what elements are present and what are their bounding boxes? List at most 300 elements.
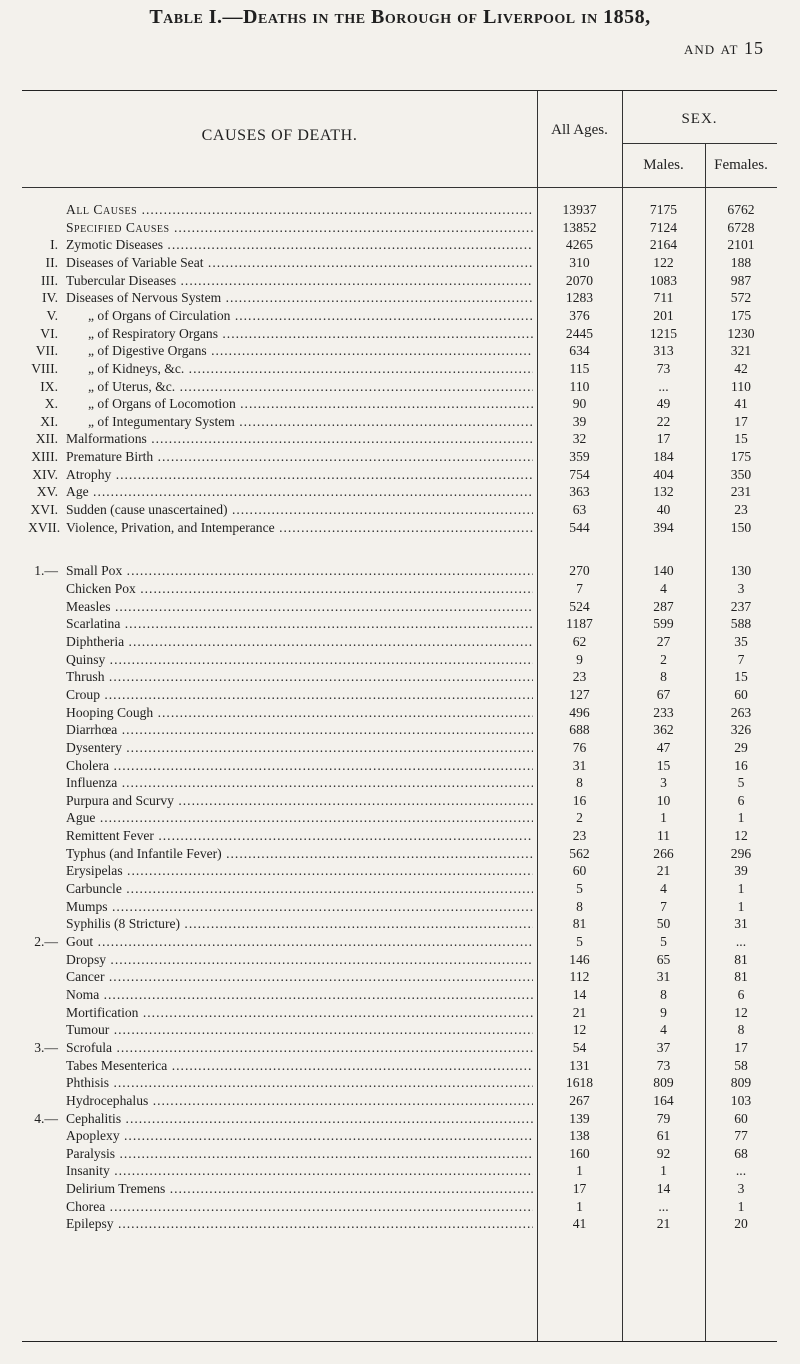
males-value: 287 xyxy=(653,598,674,614)
all-ages-value: 39 xyxy=(572,413,587,429)
females-value: 81 xyxy=(734,969,748,985)
all-ages-value: 146 xyxy=(569,951,590,967)
table-row xyxy=(22,1180,777,1197)
males-value: 599 xyxy=(653,616,674,632)
all-ages-value: 138 xyxy=(569,1128,590,1144)
cause-label: All Causes xyxy=(66,202,138,217)
all-ages-value: 81 xyxy=(572,916,587,932)
row-number: V. xyxy=(46,307,58,323)
table-row xyxy=(22,898,777,915)
table-row xyxy=(22,862,777,879)
row-number: 4.— xyxy=(34,1110,58,1126)
cause-cell xyxy=(28,774,533,791)
table-row xyxy=(22,1162,777,1179)
males-value: 14 xyxy=(656,1181,671,1197)
cause-cell xyxy=(28,933,533,950)
row-number: 3.— xyxy=(34,1039,58,1055)
all-ages-value: 1283 xyxy=(565,290,594,306)
all-ages-value: 112 xyxy=(569,969,590,985)
females-value: 6728 xyxy=(727,219,755,235)
row-number: VI. xyxy=(40,325,58,341)
table-row xyxy=(22,1092,777,1109)
males-value: 79 xyxy=(656,1110,671,1126)
males-value: 7 xyxy=(660,898,667,914)
table-row xyxy=(22,1110,777,1127)
all-ages-value: 127 xyxy=(569,686,590,702)
table-row xyxy=(22,1039,777,1056)
males-value: 49 xyxy=(656,396,671,412)
females-value: 60 xyxy=(734,1110,748,1126)
males-value: 164 xyxy=(653,1092,674,1108)
females-value: 3 xyxy=(737,1181,745,1197)
table-row xyxy=(22,219,777,236)
row-number: X. xyxy=(44,396,58,412)
cause-label: Scarlatina xyxy=(66,616,121,632)
table-row xyxy=(22,827,777,844)
males-header: Males. xyxy=(643,157,684,173)
females-value: 231 xyxy=(730,484,752,500)
causes-header: CAUSES OF DEATH. xyxy=(201,127,358,144)
cause-cell xyxy=(28,1021,533,1038)
females-value: 2101 xyxy=(727,237,755,253)
table-subtitle: and at 15 xyxy=(683,38,764,58)
males-value: 4 xyxy=(660,581,667,596)
cause-label: Zymotic Diseases xyxy=(66,237,164,253)
cause-cell xyxy=(28,915,533,932)
females-value: 31 xyxy=(734,916,748,932)
table-row xyxy=(22,721,777,738)
cause-cell xyxy=(28,1180,533,1197)
table-row xyxy=(22,668,777,685)
males-value: 37 xyxy=(656,1039,671,1055)
table-row xyxy=(22,325,777,342)
cause-label: Sudden (cause unascertained) xyxy=(66,502,228,517)
cause-label: Cholera xyxy=(66,757,110,773)
cause-label: Thrush xyxy=(66,669,105,685)
table-row xyxy=(22,1074,777,1091)
females-value: 321 xyxy=(730,343,752,359)
females-header: Females. xyxy=(714,157,768,173)
males-value: 50 xyxy=(656,916,671,932)
females-value: 296 xyxy=(730,845,752,861)
females-value: 60 xyxy=(734,686,748,702)
cause-cell xyxy=(28,1145,533,1162)
cause-label: Gout xyxy=(66,934,94,949)
cause-label: „ of Organs of Circulation xyxy=(88,307,231,323)
all-ages-value: 9 xyxy=(576,651,583,667)
males-value: 73 xyxy=(656,1057,671,1073)
sex-header-rule xyxy=(622,143,777,144)
males-value: 4 xyxy=(660,1022,667,1038)
cause-label: Syphilis (8 Stricture) xyxy=(66,916,181,932)
table-row xyxy=(22,483,777,500)
males-value: 1083 xyxy=(649,272,678,288)
males-value: 362 xyxy=(653,722,674,738)
table-row xyxy=(22,1145,777,1162)
table-row xyxy=(22,1215,777,1232)
cause-label: Noma xyxy=(66,986,100,1002)
cause-cell xyxy=(28,757,533,774)
cause-cell xyxy=(28,633,533,650)
table-row xyxy=(22,739,777,756)
females-value: 237 xyxy=(730,598,752,614)
females-value: 6762 xyxy=(727,202,755,217)
table-title: Table I.—Deaths in the Borough of Liverpool in 1858, xyxy=(149,6,651,28)
females-value: 1 xyxy=(737,898,745,914)
row-number: VII. xyxy=(35,343,58,359)
sex-header: SEX. xyxy=(681,111,718,127)
table-row xyxy=(22,501,777,518)
all-ages-value: 21 xyxy=(572,1004,587,1020)
females-value: 77 xyxy=(734,1128,748,1144)
row-number: XV. xyxy=(36,484,58,500)
all-ages-value: 7 xyxy=(576,581,583,596)
females-value: 110 xyxy=(731,378,751,394)
table-row xyxy=(22,580,777,597)
males-value: 184 xyxy=(653,449,674,465)
cause-cell xyxy=(28,483,533,500)
all-ages-value: 8 xyxy=(576,775,583,791)
table-row xyxy=(22,986,777,1003)
all-ages-value: 13852 xyxy=(562,219,597,235)
cause-cell xyxy=(28,325,533,342)
males-value: 10 xyxy=(656,792,671,808)
table-row xyxy=(22,951,777,968)
males-value: ... xyxy=(658,378,669,394)
females-value: 23 xyxy=(734,502,748,517)
males-value: 1 xyxy=(660,810,667,826)
females-value: 3 xyxy=(737,581,745,596)
males-value: 8 xyxy=(660,986,667,1002)
table-row xyxy=(22,686,777,703)
cause-label: Cancer xyxy=(66,969,105,985)
table-row xyxy=(22,845,777,862)
cause-cell xyxy=(28,430,533,447)
cause-cell xyxy=(28,880,533,897)
all-ages-value: 4265 xyxy=(565,237,594,253)
table-row xyxy=(22,562,777,579)
cause-cell xyxy=(28,615,533,632)
cause-cell xyxy=(28,1198,533,1215)
males-value: 21 xyxy=(656,1216,671,1232)
females-value: 16 xyxy=(734,757,748,773)
table-row xyxy=(22,519,777,536)
males-value: 31 xyxy=(656,969,671,985)
females-value: 15 xyxy=(734,431,748,447)
females-value: 58 xyxy=(734,1057,748,1073)
cause-label: Dysentery xyxy=(66,739,122,755)
table-row xyxy=(22,757,777,774)
cause-cell xyxy=(28,201,533,218)
males-value: 5 xyxy=(660,934,667,949)
females-value: 1230 xyxy=(727,325,755,341)
table-row xyxy=(22,342,777,359)
all-ages-value: 544 xyxy=(569,519,590,535)
cause-label: Apoplexy xyxy=(66,1128,120,1144)
cause-cell xyxy=(28,236,533,253)
males-value: 21 xyxy=(656,863,671,879)
cause-label: „ of Integumentary System xyxy=(88,413,235,429)
cause-label: Violence, Privation, and Intemperance xyxy=(66,519,275,535)
all-ages-header: All Ages. xyxy=(551,122,608,138)
cause-label: „ of Uterus, &c. xyxy=(88,378,176,394)
males-value: 17 xyxy=(656,431,671,447)
females-value: 6 xyxy=(737,792,745,808)
deaths-table xyxy=(22,90,777,1342)
cause-cell xyxy=(28,219,533,236)
males-value: 22 xyxy=(656,413,671,429)
females-value: 188 xyxy=(730,255,752,270)
cause-label: Delirium Tremens xyxy=(66,1181,166,1197)
cause-cell xyxy=(28,448,533,465)
cause-label: Insanity xyxy=(66,1163,110,1179)
all-ages-value: 754 xyxy=(569,466,590,482)
cause-cell xyxy=(28,395,533,412)
all-ages-value: 31 xyxy=(572,757,587,773)
cause-label: Diseases of Variable Seat xyxy=(66,255,204,270)
all-ages-value: 1187 xyxy=(566,616,593,632)
table-row xyxy=(22,307,777,324)
cause-cell xyxy=(28,1004,533,1021)
row-number: XVI. xyxy=(30,502,58,517)
males-value: 140 xyxy=(653,563,674,579)
cause-label: Diphtheria xyxy=(66,633,125,649)
row-number: XVII. xyxy=(28,519,61,535)
females-value: 6 xyxy=(737,986,745,1002)
all-ages-value: 63 xyxy=(572,502,587,517)
females-value: 17 xyxy=(734,1039,748,1055)
cause-cell xyxy=(28,704,533,721)
table-row xyxy=(22,413,777,430)
table-row xyxy=(22,1004,777,1021)
males-value: 8 xyxy=(660,669,667,685)
table-row xyxy=(22,809,777,826)
males-value: 394 xyxy=(653,519,674,535)
females-value: 41 xyxy=(734,396,748,412)
cause-label: Diseases of Nervous System xyxy=(66,290,222,306)
table-row xyxy=(22,915,777,932)
males-value: 11 xyxy=(656,828,671,844)
cause-label: Paralysis xyxy=(66,1145,116,1161)
all-ages-value: 131 xyxy=(569,1057,590,1073)
females-value: 68 xyxy=(734,1145,748,1161)
table-row xyxy=(22,448,777,465)
table-row xyxy=(22,633,777,650)
table-row xyxy=(22,792,777,809)
males-value: 2 xyxy=(660,651,667,667)
cause-label: Quinsy xyxy=(66,651,106,667)
males-value: 404 xyxy=(653,466,674,482)
females-value: 572 xyxy=(730,290,752,306)
cause-label: Remittent Fever xyxy=(66,828,154,844)
all-ages-value: 363 xyxy=(569,484,590,500)
cause-label: Hooping Cough xyxy=(66,704,154,720)
males-value: 7124 xyxy=(649,219,678,235)
row-number: III. xyxy=(41,272,58,288)
row-number: 1.— xyxy=(34,563,58,579)
cause-cell xyxy=(28,378,533,395)
cause-label: „ of Digestive Organs xyxy=(88,343,207,359)
cause-cell xyxy=(28,413,533,430)
males-value: 2164 xyxy=(649,237,678,253)
cause-cell xyxy=(28,1162,533,1179)
all-ages-value: 12 xyxy=(572,1022,587,1038)
all-ages-value: 270 xyxy=(569,563,590,579)
cause-cell xyxy=(28,289,533,306)
cause-cell xyxy=(28,739,533,756)
all-ages-value: 1618 xyxy=(565,1075,594,1091)
all-ages-value: 1 xyxy=(576,1198,583,1214)
row-number: XII. xyxy=(35,431,58,447)
females-value: 326 xyxy=(730,722,752,738)
table-row xyxy=(22,378,777,395)
all-ages-value: 267 xyxy=(569,1092,590,1108)
all-ages-value: 23 xyxy=(572,669,587,685)
females-value: 5 xyxy=(737,775,745,791)
all-ages-value: 16 xyxy=(572,792,587,808)
cause-label: Mortification xyxy=(66,1004,139,1020)
cause-cell xyxy=(28,1074,533,1091)
table-row xyxy=(22,236,777,253)
cause-label: Epilepsy xyxy=(66,1216,114,1232)
cause-label: Dropsy xyxy=(66,951,107,967)
table-row xyxy=(22,1057,777,1074)
table-row xyxy=(22,651,777,668)
all-ages-value: 2070 xyxy=(565,272,594,288)
cause-label: Hydrocephalus xyxy=(66,1092,149,1108)
cause-label: Scrofula xyxy=(66,1039,113,1055)
males-value: 27 xyxy=(656,633,671,649)
cause-label: Cephalitis xyxy=(66,1110,122,1126)
all-ages-value: 54 xyxy=(572,1039,587,1055)
cause-label: Typhus (and Infantile Fever) xyxy=(66,845,222,861)
all-ages-value: 17 xyxy=(572,1181,587,1197)
females-value: ... xyxy=(735,934,747,949)
cause-cell xyxy=(28,827,533,844)
males-value: 15 xyxy=(656,757,671,773)
table-row xyxy=(22,1198,777,1215)
all-ages-value: 8 xyxy=(576,898,583,914)
cause-cell xyxy=(28,845,533,862)
females-value: 175 xyxy=(730,307,752,323)
all-ages-value: 160 xyxy=(569,1145,590,1161)
all-ages-value: 110 xyxy=(569,378,590,394)
females-value: 7 xyxy=(737,651,745,667)
cause-cell xyxy=(28,651,533,668)
cause-label: Tabes Mesenterica xyxy=(66,1057,168,1073)
cause-label: Mumps xyxy=(66,898,108,914)
cause-cell xyxy=(28,668,533,685)
cause-cell xyxy=(28,519,533,536)
males-value: 73 xyxy=(656,360,671,376)
cause-label: Croup xyxy=(66,686,100,702)
table-row xyxy=(22,430,777,447)
males-value: 1215 xyxy=(649,325,678,341)
cause-label: Small Pox xyxy=(66,563,123,579)
females-value: 150 xyxy=(730,519,752,535)
all-ages-value: 5 xyxy=(576,934,583,949)
all-ages-value: 2445 xyxy=(565,325,594,341)
table-row xyxy=(22,704,777,721)
all-ages-value: 60 xyxy=(572,863,587,879)
females-value: 175 xyxy=(730,449,752,465)
cause-cell xyxy=(28,1127,533,1144)
header-rule xyxy=(22,187,777,188)
cause-cell xyxy=(28,898,533,915)
cause-label: „ of Respiratory Organs xyxy=(88,325,218,341)
all-ages-value: 76 xyxy=(572,739,587,755)
males-value: 233 xyxy=(653,704,674,720)
table-row xyxy=(22,289,777,306)
all-ages-value: 41 xyxy=(572,1216,587,1232)
table-row xyxy=(22,254,777,271)
row-number: 2.— xyxy=(34,934,58,949)
cause-cell xyxy=(28,809,533,826)
cause-cell xyxy=(28,968,533,985)
males-value: ... xyxy=(658,1198,669,1214)
row-number: XI. xyxy=(40,413,58,429)
row-number: IV. xyxy=(42,290,58,306)
cause-cell xyxy=(28,1057,533,1074)
row-number: VIII. xyxy=(31,360,58,376)
cause-cell xyxy=(28,986,533,1003)
females-value: ... xyxy=(735,1163,747,1179)
cause-label: Tubercular Diseases xyxy=(66,272,177,288)
cause-cell xyxy=(28,254,533,271)
table-row xyxy=(22,615,777,632)
females-value: 263 xyxy=(730,704,752,720)
all-ages-value: 496 xyxy=(569,704,590,720)
cause-label: Influenza xyxy=(66,775,118,791)
table-row xyxy=(22,466,777,483)
cause-cell xyxy=(28,1110,533,1127)
all-ages-value: 23 xyxy=(572,828,587,844)
females-value: 809 xyxy=(730,1075,752,1091)
females-value: 1 xyxy=(737,1198,745,1214)
all-ages-value: 62 xyxy=(572,633,587,649)
males-value: 1 xyxy=(660,1163,667,1179)
males-value: 9 xyxy=(660,1004,667,1020)
females-value: 1 xyxy=(737,810,745,826)
cause-cell xyxy=(28,580,533,597)
table-row xyxy=(22,933,777,950)
all-ages-value: 359 xyxy=(569,449,590,465)
table-row xyxy=(22,395,777,412)
females-value: 130 xyxy=(730,563,752,579)
row-number: IX. xyxy=(40,378,58,394)
cause-cell xyxy=(28,466,533,483)
females-value: 42 xyxy=(734,360,748,376)
cause-cell xyxy=(28,598,533,615)
females-value: 8 xyxy=(737,1022,745,1038)
females-value: 1 xyxy=(737,881,745,896)
table-row xyxy=(22,880,777,897)
males-value: 809 xyxy=(653,1075,674,1091)
cause-label: Purpura and Scurvy xyxy=(66,792,174,808)
males-value: 201 xyxy=(653,307,674,323)
cause-cell xyxy=(28,562,533,579)
row-number: XIII. xyxy=(31,449,58,465)
females-value: 12 xyxy=(734,828,748,844)
males-value: 711 xyxy=(653,290,674,306)
table-row xyxy=(22,774,777,791)
cause-cell xyxy=(28,862,533,879)
females-value: 81 xyxy=(734,951,748,967)
cause-cell xyxy=(28,951,533,968)
cause-label: Measles xyxy=(66,598,111,614)
all-ages-value: 139 xyxy=(569,1110,590,1126)
males-value: 266 xyxy=(653,845,674,861)
